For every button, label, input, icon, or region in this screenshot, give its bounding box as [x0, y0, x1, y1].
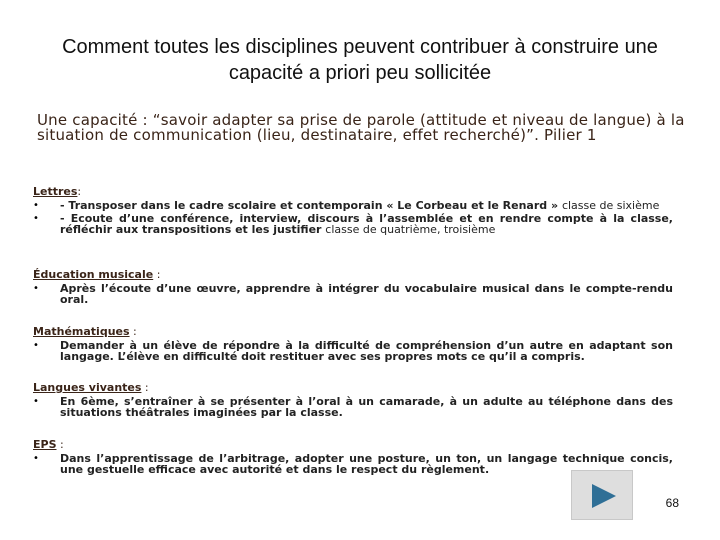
list-item: [33, 200, 673, 211]
section-label: Mathématiques: [33, 325, 130, 338]
bullet-icon: •: [33, 453, 39, 464]
section-langues-vivantes: [33, 382, 673, 418]
section-lettres: [33, 186, 673, 235]
next-slide-button[interactable]: [571, 470, 633, 520]
item-text: Demander à un élève de répondre à la difficulté de compréhension d’un autre en adaptant son langage. L’élève en difficulté doit restituer avec ses propres mots ce qu’il a compris.: [60, 339, 673, 363]
list-item: [33, 283, 673, 305]
section-colon: :: [56, 438, 64, 451]
section-colon: :: [153, 268, 161, 281]
section-label: Lettres: [33, 185, 78, 198]
bullet-icon: •: [33, 340, 39, 351]
slide-title: Comment toutes les disciplines peuvent contribuer à construire une capacité a priori peu sollicitée: [62, 36, 658, 84]
item-text: - Ecoute d’une conférence, interview, discours à l’assemblée et en rendre compte à la classe, réfléchir aux transpositions et les justifier: [60, 212, 673, 236]
section-label: EPS: [33, 438, 57, 451]
section-mathematiques: [33, 326, 673, 362]
bullet-icon: •: [33, 283, 39, 294]
section-title: [33, 382, 673, 394]
page-number: 68: [665, 496, 679, 510]
section-title: [33, 186, 673, 198]
bullet-icon: •: [33, 213, 39, 224]
list-item: [33, 396, 673, 418]
list-item: [33, 213, 673, 235]
section-colon: :: [77, 185, 82, 198]
item-text: En 6ème, s’entraîner à se présenter à l’oral à un camarade, à un adulte au téléphone dans des situations théâtrales imaginées par la classe.: [60, 395, 673, 419]
section-title: [33, 439, 673, 451]
item-note: classe de quatrième, troisième: [325, 223, 496, 236]
section-colon: :: [129, 325, 137, 338]
item-text: Après l’écoute d’une œuvre, apprendre à intégrer du vocabulaire musical dans le compte-rendu oral.: [60, 282, 673, 306]
section-title: [33, 326, 673, 338]
capacity-statement: Une capacité : “savoir adapter sa prise de parole (attitude et niveau de langue) à la situation de communication (lieu, destinataire, effet recherché)”. Pilier 1: [37, 111, 685, 144]
section-colon: :: [141, 381, 149, 394]
item-text: Dans l’apprentissage de l’arbitrage, adopter une posture, un ton, un langage technique concis, une gestuelle efficace avec autorité et dans le respect du règlement.: [60, 452, 673, 476]
section-title: [33, 269, 673, 281]
play-triangle-icon: [592, 484, 616, 508]
bullet-icon: •: [33, 200, 39, 211]
item-text: - Transposer dans le cadre scolaire et contemporain « Le Corbeau et le Renard »: [60, 199, 562, 212]
list-item: [33, 340, 673, 362]
item-note: classe de sixième: [561, 199, 660, 212]
section-label: Éducation musicale: [33, 268, 154, 281]
section-label: Langues vivantes: [33, 381, 142, 394]
bullet-icon: •: [33, 396, 39, 407]
section-musique: [33, 269, 673, 305]
